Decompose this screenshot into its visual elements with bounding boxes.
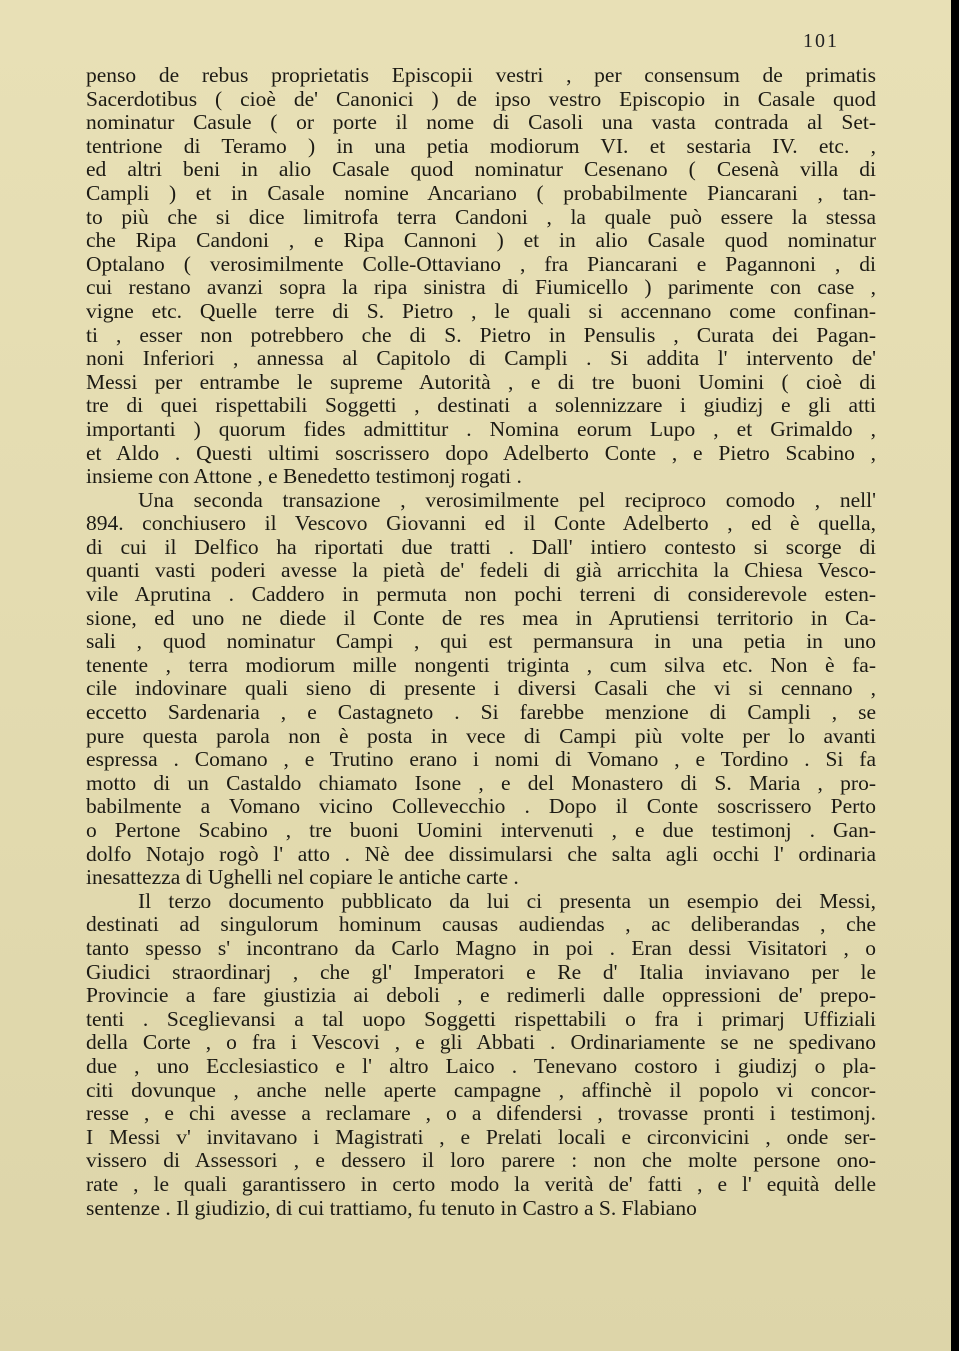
paragraph-start-line: Una seconda transazione , verosimilmente pel reciproco comodo , nell' — [138, 488, 876, 512]
text-line: motto di un Castaldo chiamato Isone , e del Monastero di S. Maria , pro- — [86, 771, 876, 795]
paragraph-start-line: Il terzo documento pubblicato da lui ci presenta un esempio dei Messi, — [138, 889, 876, 913]
text-line: importanti ) quorum fides admittitur . Nomina eorum Lupo , et Grimaldo , — [86, 417, 876, 441]
text-line: inesattezza di Ughelli nel copiare le antiche carte . — [86, 866, 519, 890]
text-line: Sacerdotibus ( cioè de' Canonici ) de ipso vestro Episcopio in Casale quod — [86, 87, 876, 111]
text-line: Campli ) et in Casale nomine Ancariano ( probabilmente Piancarani , tan- — [86, 181, 876, 205]
text-line: ti , esser non potrebbero che di S. Pietro in Pensulis , Curata dei Pagan- — [86, 323, 876, 347]
text-line: nominatur Casule ( or porte il nome di Casoli una vasta contrada al Set- — [86, 111, 876, 135]
text-line: della Corte , o fra i Vescovi , e gli Abbati . Ordinariamente se ne spedivano — [86, 1031, 876, 1055]
text-line: due , uno Ecclesiastico e l' altro Laico . Tenevano costoro i giudizj o pla- — [86, 1054, 876, 1078]
text-line: di cui il Delfico ha riportati due tratti . Dall' intiero contesto si scorge di — [86, 535, 876, 559]
text-line: insieme con Attone , e Benedetto testimonj rogati . — [86, 465, 522, 489]
text-line: sentenze . Il giudizio, di cui trattiamo, fu tenuto in Castro a S. Flabiano — [86, 1196, 697, 1220]
text-line: che Ripa Candoni , e Ripa Cannoni ) et in alio Casale quod nominatur — [86, 229, 876, 253]
text-line: rate , le quali garantissero in certo modo la verità de' fatti , e l' equità delle — [86, 1172, 876, 1196]
text-line: I Messi v' invitavano i Magistrati , e Prelati locali e circonvicini , onde ser- — [86, 1125, 876, 1149]
text-line: sali , quod nominatur Campi , qui est permansura in una petia in uno — [86, 630, 876, 654]
text-line: noni Inferiori , annessa al Capitolo di Campli . Si addita l' intervento de' — [86, 347, 876, 371]
text-line: Giudici straordinarj , che gl' Imperatori e Re d' Italia inviavano per le — [86, 960, 876, 984]
text-line: penso de rebus proprietatis Episcopii vestri , per consensum de primatis — [86, 64, 876, 87]
text-line: vigne etc. Quelle terre di S. Pietro , le quali si accennano come confinan- — [86, 299, 876, 323]
text-line: citi dovunque , anche nelle aperte campagne , affinchè il popolo vi concor- — [86, 1078, 876, 1102]
page-number: 101 — [803, 30, 839, 52]
text-line: to più che si dice limitrofa terra Candoni , la quale può essere la stessa — [86, 205, 876, 229]
text-line: tenti . Sceglievansi a tal uopo Soggetti rispettabili o fra i primarj Uffiziali — [86, 1007, 876, 1031]
page-body-text — [86, 64, 876, 1220]
text-line: Messi per entrambe le supreme Autorità , e di tre buoni Uomini ( cioè di — [86, 370, 876, 394]
text-line: tanto spesso s' incontrano da Carlo Magno in poi . Eran dessi Visitatori , o — [86, 936, 876, 960]
text-line: cui restano avanzi sopra la ripa sinistra di Fiumicello ) parimente con case , — [86, 276, 876, 300]
text-line: Optalano ( verosimilmente Colle-Ottaviano , fra Piancarani e Pagannoni , di — [86, 252, 876, 276]
text-line: dolfo Notajo rogò l' atto . Nè dee dissimularsi che salta agli occhi l' ordinaria — [86, 842, 876, 866]
text-line: 894. conchiusero il Vescovo Giovanni ed il Conte Adelberto , ed è quella, — [86, 512, 876, 536]
text-line: espressa . Comano , e Trutino erano i nomi di Vomano , e Tordino . Si fa — [86, 748, 876, 772]
text-line: pure questa parola non è posta in vece di Campi più volte per lo avanti — [86, 724, 876, 748]
text-line: ed altri beni in alio Casale quod nominatur Cesenano ( Cesenà villa di — [86, 158, 876, 182]
text-line: Provincie a fare giustizia ai deboli , e redimerli dalle oppressioni de' prepo- — [86, 984, 876, 1008]
text-line: vile Aprutina . Caddero in permuta non pochi terreni di considerevole esten- — [86, 583, 876, 607]
text-line: babilmente a Vomano vicino Collevecchio . Dopo il Conte soscrissero Perto — [86, 795, 876, 819]
text-line: et Aldo . Questi ultimi soscrissero dopo Adelberto Conte , e Pietro Scabino , — [86, 441, 876, 465]
text-line: tre di quei rispettabili Soggetti , destinati a solennizzare i giudizj e gli atti — [86, 394, 876, 418]
text-line: tenente , terra modiorum mille nongenti triginta , cum silva etc. Non è fa- — [86, 653, 876, 677]
text-line: sione, ed uno ne diede il Conte de res mea in Aprutiensi territorio in Ca- — [86, 606, 876, 630]
page-edge-shadow — [951, 0, 959, 1351]
text-line: o Pertone Scabino , tre buoni Uomini intervenuti , e due testimonj . Gan- — [86, 819, 876, 842]
text-line: eccetto Sardenaria , e Castagneto . Si farebbe menzione di Campli , se — [86, 701, 876, 725]
text-line: quanti vasti poderi avesse la pietà de' fedeli di già arricchita la Chiesa Vesco- — [86, 559, 876, 583]
text-line: destinati ad singulorum hominum causas audiendas , ac deliberandas , che — [86, 913, 876, 937]
text-line: tentrione di Teramo ) in una petia modiorum VI. et sestaria IV. etc. , — [86, 134, 876, 158]
text-line: cile indovinare quali sieno di presente i diversi Casali che vi si cennano , — [86, 677, 876, 701]
text-line: vissero di Assessori , e dessero il loro parere : non che molte persone ono- — [86, 1149, 876, 1173]
text-line: resse , e chi avesse a reclamare , o a difendersi , trovasse pronti i testimonj. — [86, 1102, 876, 1126]
